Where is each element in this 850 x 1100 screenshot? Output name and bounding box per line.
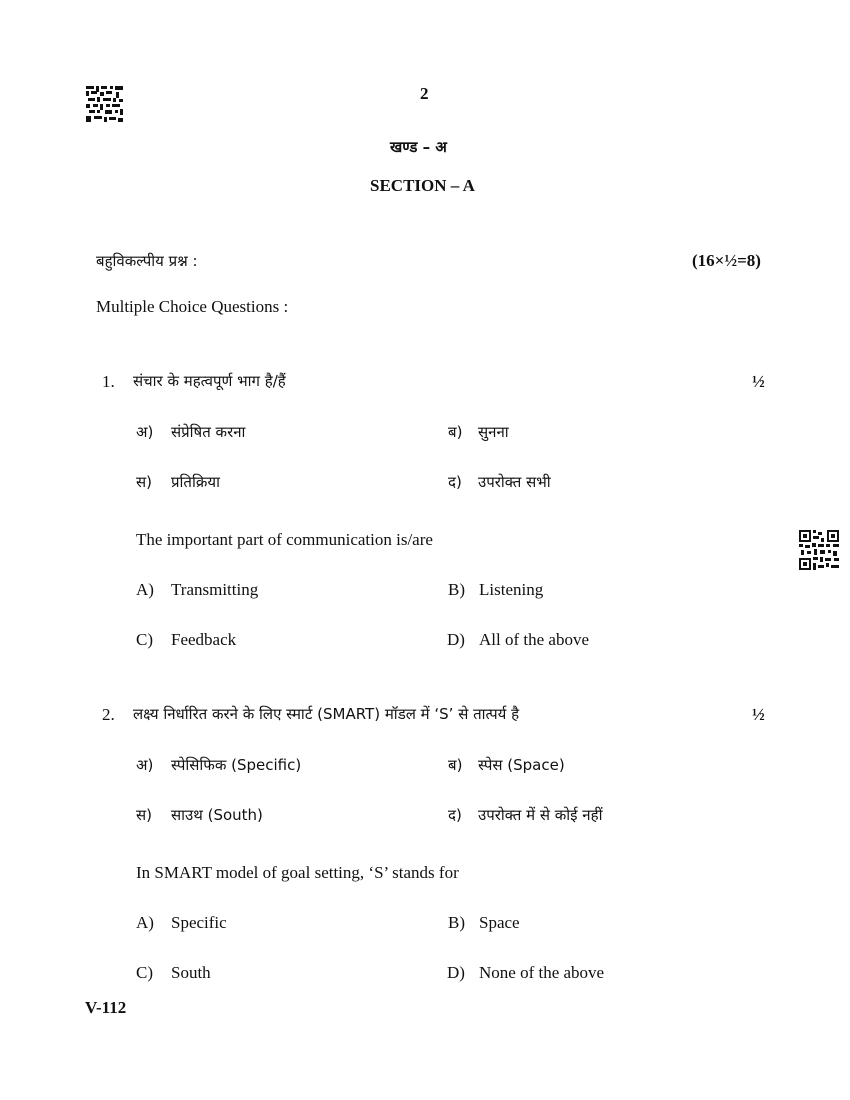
q1-option-hi-a-key: अ) (136, 423, 154, 441)
q1-option-en-c-key: C) (136, 630, 153, 649)
q2-option-hi-b: स्पेस (Space) (478, 756, 565, 774)
section-title-hindi: खण्ड – अ (390, 138, 447, 156)
q1-option-en-a: Transmitting (171, 580, 259, 599)
qr-code-icon (799, 530, 839, 570)
q2-option-en-d: None of the above (479, 963, 605, 982)
side-qr-code (799, 530, 839, 570)
q2-option-en-d-key: D) (447, 963, 465, 982)
q1-option-hi-c-key: स) (136, 473, 152, 491)
q1-number: 1. (102, 372, 115, 391)
page-number: 2 (420, 84, 429, 103)
q1-option-en-d-key: D) (447, 630, 465, 649)
q2-option-hi-a-key: अ) (136, 756, 154, 774)
section-title-english: SECTION – A (370, 176, 475, 195)
footer-paper-code: V-112 (85, 998, 127, 1017)
q1-marks: ½ (752, 372, 765, 391)
q2-option-hi-d: उपरोक्त में से कोई नहीं (478, 806, 603, 824)
q2-option-en-c: South (171, 963, 211, 982)
q1-option-hi-c: प्रतिक्रिया (171, 473, 220, 491)
q2-text-english: In SMART model of goal setting, ‘S’ stands for (136, 863, 459, 882)
q2-option-hi-b-key: ब) (448, 756, 463, 774)
q2-option-hi-a: स्पेसिफिक (Specific) (171, 756, 302, 774)
q1-text-hindi: संचार के महत्वपूर्ण भाग है/हैं (133, 372, 286, 390)
q2-text-hindi: लक्ष्य निर्धारित करने के लिए स्मार्ट (SMART) मॉडल में ‘S’ से तात्पर्य है (133, 705, 520, 723)
q2-option-hi-c: साउथ (South) (171, 806, 263, 824)
q2-option-hi-c-key: स) (136, 806, 152, 824)
q1-option-en-b: Listening (479, 580, 544, 599)
barcode-icon (86, 86, 123, 122)
q1-option-en-c: Feedback (171, 630, 237, 649)
q1-option-hi-b: सुनना (478, 423, 509, 441)
q1-option-en-b-key: B) (448, 580, 465, 599)
top-barcode (86, 86, 123, 122)
q2-option-en-b-key: B) (448, 913, 465, 932)
q2-option-en-c-key: C) (136, 963, 153, 982)
q2-marks: ½ (752, 705, 765, 724)
mcq-total-marks: (16×½=8) (692, 251, 761, 270)
mcq-label-english: Multiple Choice Questions : (96, 297, 289, 316)
q2-option-hi-d-key: द) (448, 806, 462, 824)
q1-option-hi-d: उपरोक्त सभी (478, 473, 551, 491)
q1-option-hi-a: संप्रेषित करना (171, 423, 246, 441)
q2-option-en-a: Specific (171, 913, 227, 932)
q1-option-en-d: All of the above (479, 630, 589, 649)
q1-option-hi-d-key: द) (448, 473, 462, 491)
q2-option-en-a-key: A) (136, 913, 154, 932)
q1-option-hi-b-key: ब) (448, 423, 463, 441)
q2-option-en-b: Space (479, 913, 520, 932)
q1-option-en-a-key: A) (136, 580, 154, 599)
q2-number: 2. (102, 705, 115, 724)
q1-text-english: The important part of communication is/are (136, 530, 433, 549)
mcq-label-hindi: बहुविकल्पीय प्रश्न : (96, 252, 198, 270)
